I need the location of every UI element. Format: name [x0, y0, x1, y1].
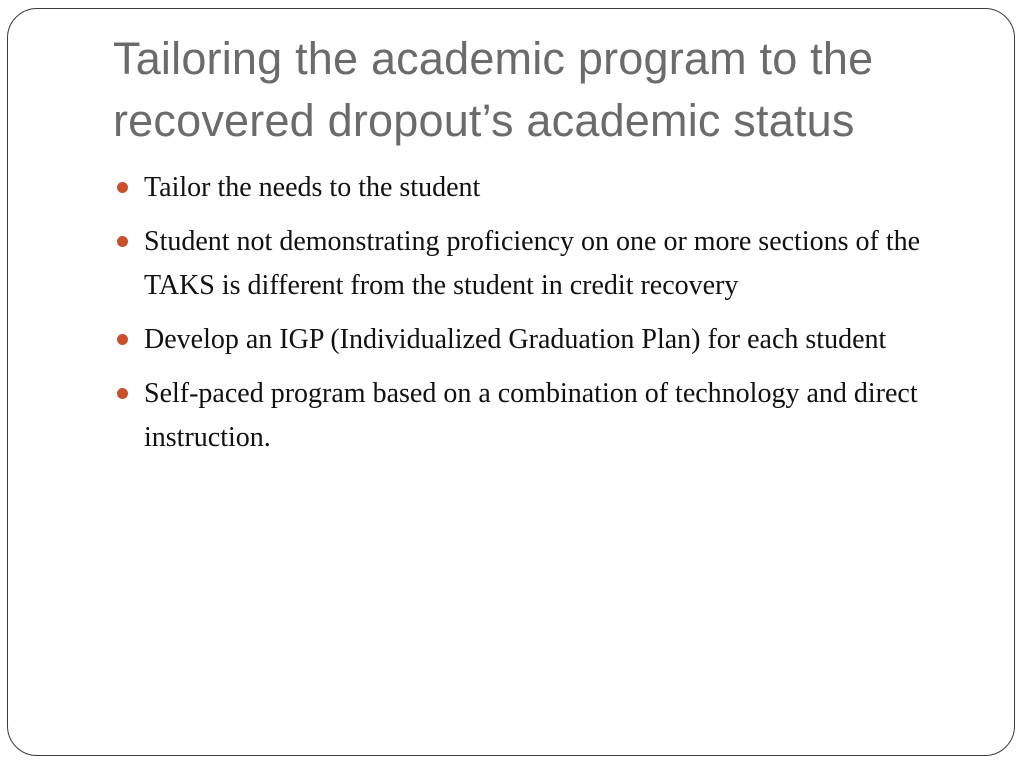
bullet-item — [113, 372, 923, 460]
bullet-item — [113, 166, 923, 210]
bullet-dot-icon — [117, 334, 128, 345]
bullet-text: Develop an IGP (Individualized Graduation Plan) for each student — [144, 324, 887, 355]
bullet-text: Student not demonstrating proficiency on one or more sections of the TAKS is different from the student in credit recovery — [144, 226, 921, 301]
slide-title — [113, 28, 973, 152]
bullet-text: Tailor the needs to the student — [144, 172, 481, 203]
bullet-item — [113, 220, 923, 308]
bullet-list — [113, 166, 923, 470]
bullet-dot-icon — [117, 388, 128, 399]
bullet-text: Self-paced program based on a combination of technology and direct instruction. — [144, 378, 918, 453]
bullet-dot-icon — [117, 182, 128, 193]
slide-title-line-2: recovered dropout’s academic status — [113, 95, 855, 146]
bullet-item — [113, 318, 923, 362]
slide-title-line-1: Tailoring the academic program to the — [113, 33, 874, 84]
bullet-dot-icon — [117, 236, 128, 247]
